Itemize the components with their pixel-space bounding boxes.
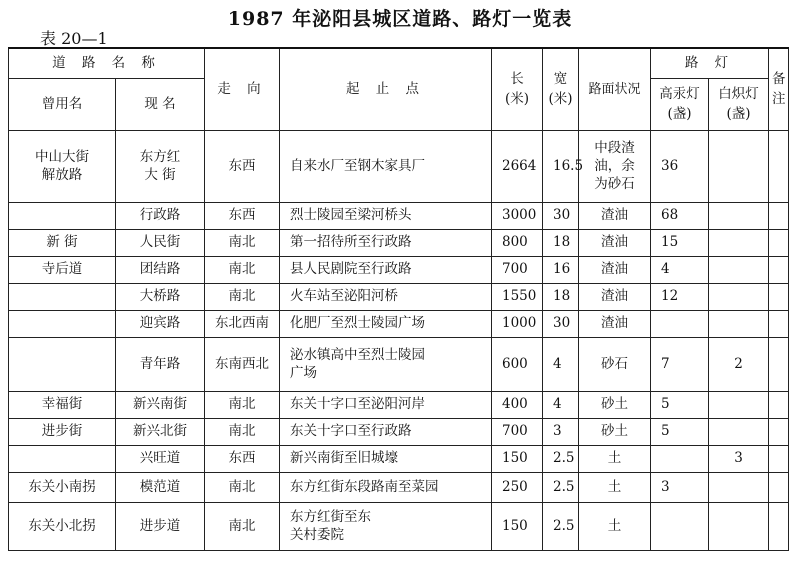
cell-current-name: 兴旺道 [116,445,205,472]
cell-length: 1000 [492,310,543,337]
cell-surface: 渣油 [579,229,651,256]
cell-current-name: 人民街 [116,229,205,256]
table-row [9,256,789,283]
header-incandescent-lamp: 白炽灯 (盏) [709,78,769,130]
cell-width: 30 [543,310,579,337]
cell-width: 2.5 [543,445,579,472]
cell-current-name: 大桥路 [116,283,205,310]
cell-remarks [769,337,789,391]
cell-start-end: 东方红街至东 关村委院 [280,502,492,550]
cell-incandescent-lamp [709,229,769,256]
cell-surface: 土 [579,445,651,472]
cell-former-name [9,202,116,229]
cell-length: 600 [492,337,543,391]
header-start-end: 起 止 点 [280,48,492,130]
cell-start-end: 自来水厂至钢木家具厂 [280,130,492,202]
cell-current-name: 进步道 [116,502,205,550]
table-number-label: 表 20—1 [40,29,108,48]
cell-start-end: 泌水镇高中至烈士陵园 广场 [280,337,492,391]
cell-surface: 砂土 [579,418,651,445]
cell-direction: 南北 [205,229,280,256]
cell-surface: 渣油 [579,202,651,229]
cell-length: 700 [492,418,543,445]
header-remarks: 备 注 [769,48,789,130]
cell-surface: 土 [579,472,651,502]
cell-remarks [769,202,789,229]
cell-start-end: 第一招待所至行政路 [280,229,492,256]
cell-length: 250 [492,472,543,502]
cell-direction: 东北西南 [205,310,280,337]
cell-start-end: 烈士陵园至梁河桥头 [280,202,492,229]
cell-start-end: 新兴南街至旧城壕 [280,445,492,472]
cell-length: 150 [492,445,543,472]
header-width: 宽 (米) [543,48,579,130]
table-row [9,418,789,445]
cell-incandescent-lamp: 3 [709,445,769,472]
cell-direction: 南北 [205,472,280,502]
table-row [9,502,789,550]
cell-incandescent-lamp [709,130,769,202]
table-row [9,283,789,310]
cell-length: 1550 [492,283,543,310]
cell-incandescent-lamp [709,391,769,418]
cell-length: 700 [492,256,543,283]
roads-table [8,47,789,551]
cell-direction: 南北 [205,418,280,445]
cell-length: 150 [492,502,543,550]
cell-surface: 砂石 [579,337,651,391]
header-former-name: 曾用名 [9,78,116,130]
header-direction: 走 向 [205,48,280,130]
header-row-top [9,48,789,78]
cell-mercury-lamp [651,310,709,337]
cell-mercury-lamp: 5 [651,418,709,445]
header-lights: 路 灯 [651,48,769,78]
cell-mercury-lamp [651,445,709,472]
cell-direction: 南北 [205,502,280,550]
cell-former-name: 寺后道 [9,256,116,283]
table-row [9,130,789,202]
cell-surface: 渣油 [579,310,651,337]
cell-mercury-lamp: 5 [651,391,709,418]
table-row [9,310,789,337]
cell-direction: 东西 [205,202,280,229]
cell-direction: 东西 [205,130,280,202]
cell-remarks [769,391,789,418]
cell-remarks [769,229,789,256]
cell-mercury-lamp: 4 [651,256,709,283]
cell-former-name [9,445,116,472]
cell-former-name: 东关小南拐 [9,472,116,502]
cell-former-name: 东关小北拐 [9,502,116,550]
cell-incandescent-lamp [709,202,769,229]
cell-current-name: 新兴北街 [116,418,205,445]
cell-current-name: 青年路 [116,337,205,391]
cell-former-name: 中山大街 解放路 [9,130,116,202]
cell-current-name: 迎宾路 [116,310,205,337]
cell-mercury-lamp: 36 [651,130,709,202]
cell-start-end: 火车站至泌阳河桥 [280,283,492,310]
cell-surface: 中段渣 油，余 为砂石 [579,130,651,202]
cell-remarks [769,130,789,202]
cell-remarks [769,283,789,310]
cell-incandescent-lamp [709,283,769,310]
cell-start-end: 东方红街东段路南至菜园 [280,472,492,502]
cell-mercury-lamp: 12 [651,283,709,310]
cell-length: 3000 [492,202,543,229]
cell-former-name [9,310,116,337]
cell-length: 400 [492,391,543,418]
cell-width: 16 [543,256,579,283]
cell-surface: 砂土 [579,391,651,418]
cell-width: 3 [543,418,579,445]
cell-current-name: 新兴南街 [116,391,205,418]
cell-remarks [769,502,789,550]
cell-direction: 南北 [205,256,280,283]
cell-mercury-lamp: 7 [651,337,709,391]
table-row [9,472,789,502]
cell-direction: 南北 [205,283,280,310]
cell-width: 18 [543,283,579,310]
header-surface: 路面状况 [579,48,651,130]
header-mercury-lamp: 高汞灯 (盏) [651,78,709,130]
cell-width: 18 [543,229,579,256]
cell-mercury-lamp [651,502,709,550]
table-row [9,229,789,256]
cell-incandescent-lamp [709,256,769,283]
cell-start-end: 东关十字口至行政路 [280,418,492,445]
cell-direction: 南北 [205,391,280,418]
cell-former-name [9,283,116,310]
cell-remarks [769,472,789,502]
cell-length: 800 [492,229,543,256]
cell-width: 4 [543,391,579,418]
cell-incandescent-lamp [709,310,769,337]
cell-length: 2664 [492,130,543,202]
cell-incandescent-lamp [709,502,769,550]
cell-incandescent-lamp [709,418,769,445]
page-title: 1987 年泌阳县城区道路、路灯一览表 [227,8,573,30]
table-row [9,391,789,418]
cell-surface: 渣油 [579,283,651,310]
cell-width: 16.5 [543,130,579,202]
cell-former-name: 新 街 [9,229,116,256]
table-row [9,202,789,229]
table-row [9,445,789,472]
cell-former-name: 幸福街 [9,391,116,418]
cell-former-name [9,337,116,391]
cell-direction: 东南西北 [205,337,280,391]
cell-incandescent-lamp: 2 [709,337,769,391]
cell-mercury-lamp: 68 [651,202,709,229]
cell-width: 30 [543,202,579,229]
cell-width: 2.5 [543,472,579,502]
cell-start-end: 化肥厂至烈士陵园广场 [280,310,492,337]
table-row [9,337,789,391]
cell-remarks [769,418,789,445]
cell-current-name: 东方红 大 街 [116,130,205,202]
cell-remarks [769,256,789,283]
cell-current-name: 行政路 [116,202,205,229]
cell-start-end: 县人民剧院至行政路 [280,256,492,283]
cell-width: 4 [543,337,579,391]
cell-current-name: 模范道 [116,472,205,502]
cell-surface: 渣油 [579,256,651,283]
cell-mercury-lamp: 3 [651,472,709,502]
cell-direction: 东西 [205,445,280,472]
header-road-name: 道 路 名 称 [9,48,205,78]
cell-former-name: 进步街 [9,418,116,445]
cell-start-end: 东关十字口至泌阳河岸 [280,391,492,418]
cell-mercury-lamp: 15 [651,229,709,256]
header-current-name: 现 名 [116,78,205,130]
cell-incandescent-lamp [709,472,769,502]
cell-remarks [769,445,789,472]
cell-surface: 土 [579,502,651,550]
header-length: 长 (米) [492,48,543,130]
cell-current-name: 团结路 [116,256,205,283]
cell-remarks [769,310,789,337]
cell-width: 2.5 [543,502,579,550]
